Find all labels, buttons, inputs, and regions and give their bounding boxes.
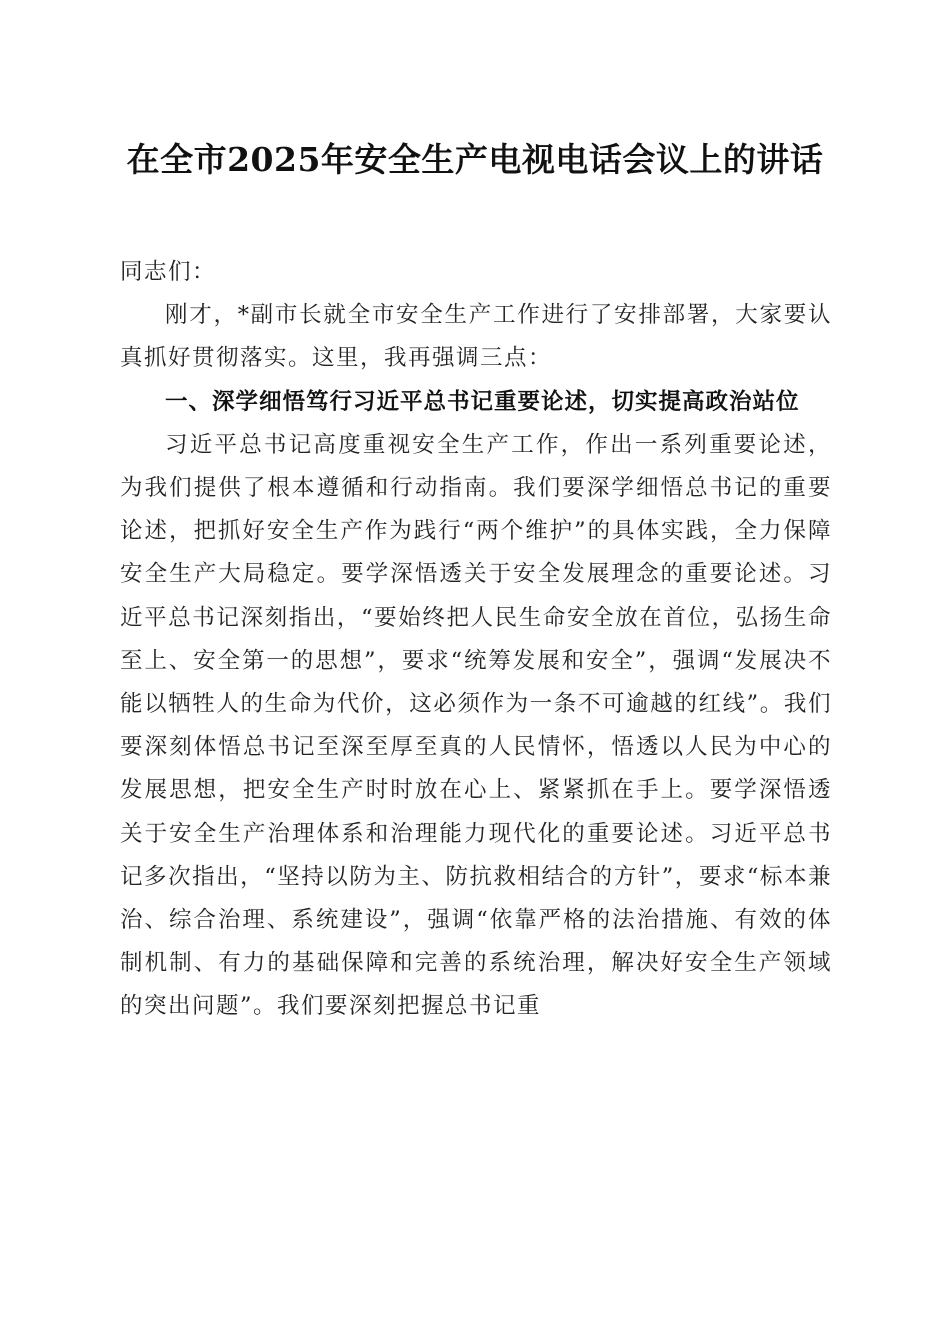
intro-paragraph: 刚才，*副市长就全市安全生产工作进行了安排部署，大家要认真抓好贯彻落实。这里，我再强调三点： xyxy=(120,302,832,372)
salutation: 同志们： xyxy=(120,259,217,285)
document-title: 在全市2025年安全生产电视电话会议上的讲话 xyxy=(126,140,824,179)
section-1-paragraph: 习近平总书记高度重视安全生产工作，作出一系列重要论述，为我们提供了根本遵循和行动指南。我们要深学细悟总书记的重要论述，把抓好安全生产作为践行“两个维护”的具体实践，全力保障安全生产大局稳定。要学深悟透关于安全发展理念的重要论述。习近平总书记深刻指出，“要始终把人民生命安全放在首位，弘扬生命至上、安全第一的思想”，要求“统筹发展和安全”，强调“发展决不能以牺牲人的生命为代价，这必须作为一条不可逾越的红线”。我们要深刻体悟总书记至深至厚至真的人民情怀，悟透以人民为中心的发展思想，把安全生产时时放在心上、紧紧抓在手上。要学深悟透关于安全生产治理体系和治理能力现代化的重要论述。习近平总书记多次指出，“坚持以防为主、防抗救相结合的方针”，要求“标本兼治、综合治理、系统建设”，强调“依靠严格的法治措施、有效的体制机制、有力的基础保障和完善的系统治理，解决好安全生产领域的突出问题”。我们要深刻把握总书记重 xyxy=(120,431,832,1020)
document-body xyxy=(120,251,832,1029)
section-1-heading: 一、深学细悟笃行习近平总书记重要论述，切实提高政治站位 xyxy=(165,388,800,415)
